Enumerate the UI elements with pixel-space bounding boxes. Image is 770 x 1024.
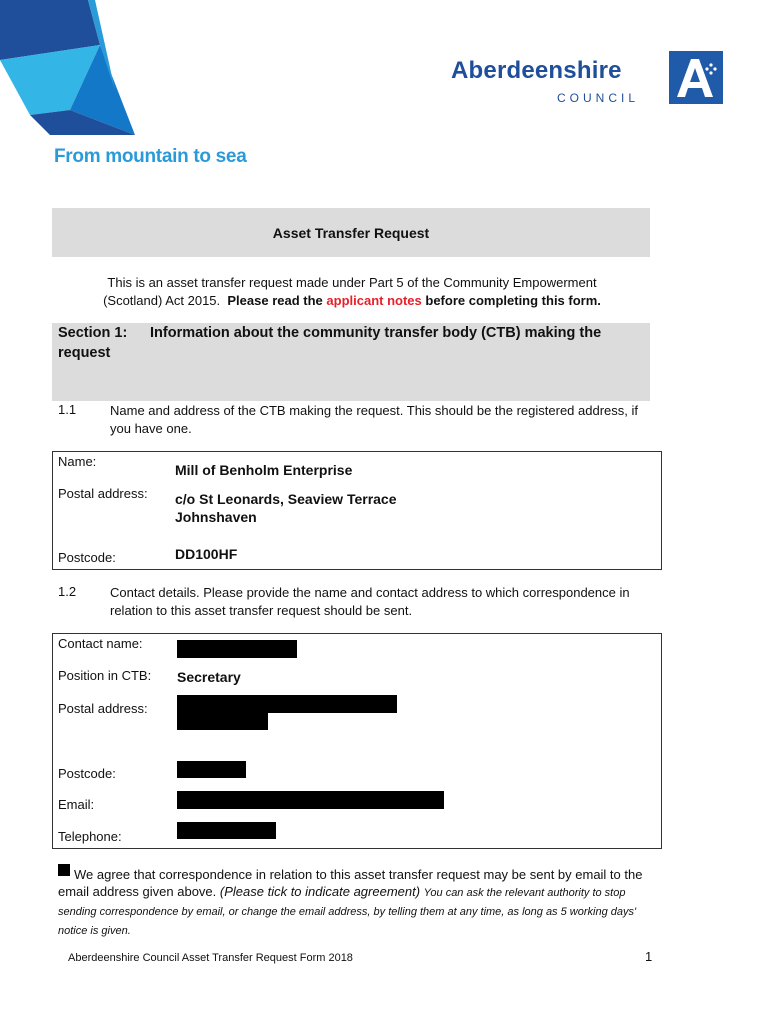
ctb-address-label: Postal address:	[58, 486, 148, 501]
ctb-name-value[interactable]: Mill of Benholm Enterprise	[175, 462, 353, 478]
redacted-address-line-2	[177, 713, 268, 730]
ctb-address-line-1[interactable]: c/o St Leonards, Seaview Terrace	[175, 491, 397, 507]
redacted-email	[177, 791, 444, 809]
redacted-telephone	[177, 822, 276, 839]
email-label: Email:	[58, 797, 95, 812]
council-logo-icon	[669, 51, 723, 104]
intro-line-1: This is an asset transfer request made under Part 5 of the Community Empowerment	[107, 275, 597, 290]
tagline: From mountain to sea	[54, 146, 247, 167]
decorative-banner-graphic	[0, 0, 140, 140]
contact-postcode-label: Postcode:	[58, 766, 116, 781]
council-brand-sub: COUNCIL	[557, 91, 640, 105]
section-number: Section 1:	[58, 325, 128, 341]
section-title: Information about the community transfer body (CTB) making the	[150, 325, 602, 341]
applicant-notes-link[interactable]: applicant notes	[326, 293, 422, 308]
ctb-details-box	[52, 451, 662, 570]
consent-statement: We agree that correspondence in relation to this asset transfer request may be sent by email to the email address given above.	[58, 867, 643, 899]
redacted-address-line-1	[177, 695, 397, 713]
form-title: Asset Transfer Request	[272, 225, 430, 241]
intro-paragraph	[62, 274, 642, 310]
council-brand-name: Aberdeenshire	[451, 57, 622, 84]
question-1-2-text: Contact details. Please provide the name and contact address to which correspondence in relation to this asset transfer request should be sent.	[110, 585, 630, 618]
contact-details-box	[52, 633, 662, 849]
page-number: 1	[645, 949, 653, 964]
intro-read-text: Please read the	[227, 293, 323, 308]
form-title-band	[52, 208, 650, 257]
position-value[interactable]: Secretary	[177, 669, 241, 685]
footer-text: Aberdeenshire Council Asset Transfer Request Form 2018	[68, 952, 353, 964]
ctb-name-label: Name:	[58, 454, 97, 469]
contact-address-label: Postal address:	[58, 701, 148, 716]
ctb-postcode-label: Postcode:	[58, 550, 116, 565]
question-1-1-number: 1.1	[58, 402, 77, 417]
consent-small-note: You can ask the relevant authority to stop sending correspondence by email, or change the email address, by telling them at any time, as long as 5 working days' notice is given.	[58, 887, 637, 937]
ctb-postcode-value[interactable]: DD100HF	[175, 546, 238, 562]
ctb-address-line-2[interactable]: Johnshaven	[175, 509, 257, 525]
telephone-label: Telephone:	[58, 829, 122, 844]
consent-tick-note: (Please tick to indicate agreement)	[219, 884, 421, 899]
redacted-contact-name	[177, 640, 297, 658]
question-1-2-number: 1.2	[58, 584, 77, 599]
email-consent-text	[58, 866, 648, 940]
section-title-continued: request	[58, 345, 111, 361]
question-1-1-text: Name and address of the CTB making the request. This should be the registered address, if you have one.	[110, 403, 638, 436]
position-label: Position in CTB:	[58, 668, 152, 683]
redacted-postcode	[177, 761, 246, 778]
contact-name-label: Contact name:	[58, 636, 143, 651]
intro-before-text: before completing this form.	[425, 293, 601, 308]
intro-line-2	[62, 292, 642, 310]
intro-act-text: (Scotland) Act 2015.	[103, 293, 221, 308]
